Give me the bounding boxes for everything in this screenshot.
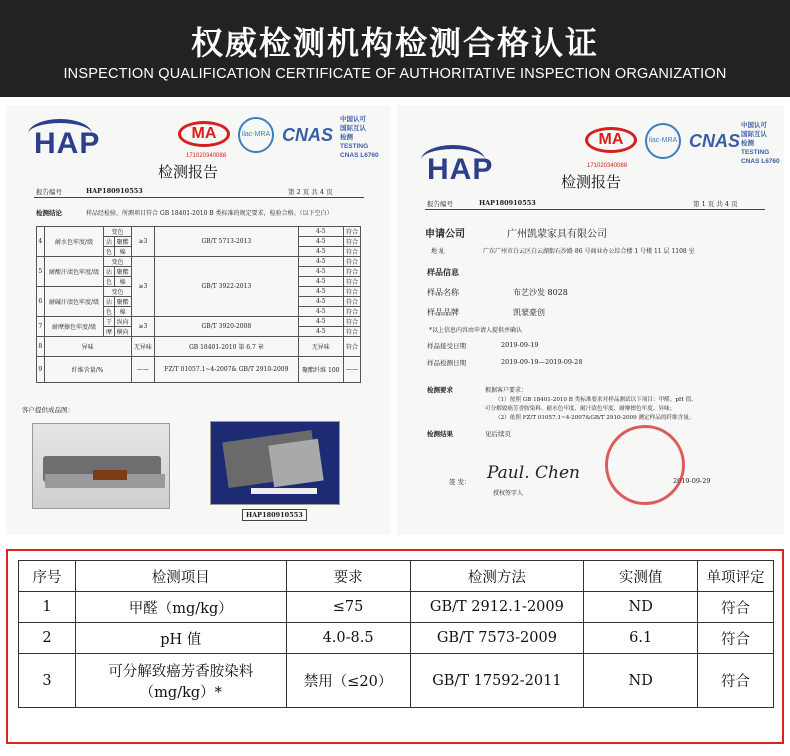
sample-name: 布艺沙发 8028 (513, 288, 568, 297)
photo-label: 客户提供成品图： (22, 406, 74, 414)
report-number: HAP180910553 (479, 199, 536, 207)
signature: Paul. Chen (487, 463, 580, 483)
ilac-mra-logo: ilac-MRA (238, 117, 274, 153)
banner-title-cn: 权威检测机构检测合格认证 (190, 24, 599, 62)
cma-logo: MA (585, 127, 637, 153)
report-title: 检测报告 (561, 173, 622, 191)
accreditation-text: 中国认可 国际互认 检测 TESTING CNAS L6760 (741, 122, 780, 165)
ilac-mra-logo: ilac-MRA (645, 123, 681, 159)
issue-date: 2019-09-29 (673, 477, 711, 485)
hap-logo: HAP (427, 153, 493, 187)
page-indicator: 第 1 页 共 4 页 (693, 200, 738, 208)
fabric-sample-photo (210, 421, 340, 505)
applicant-name: 广州凯蒙家具有限公司 (507, 229, 607, 240)
test-result: 见后续页 (485, 430, 511, 438)
results-table-small: 4 耐水色牢度/级 变色 ≥3 GB/T 5713-2013 4-5 符合 沾 聚酯 4-5 符合 色 棉 4-5 符合 5 耐酸汗渍色牢度/级 变色 ≥3 GB/T 3922-2013 4-5 符合 沾 聚酯 4-5 符合 色 棉 4-5 符合 6 耐碱汗渍色牢度/级 变色 4-5 符合 沾 聚酯 4-5 符合 色 棉 4-5 符合 7 耐摩擦色牢度/级 干 纵向 ≥3 GB/T 3920-2008 4-5 符合 摩 横向 4-5 符合 8 异味 无异味 GB 18401-2010 第 6.7 章 无异味 符合 9 纤维含量/% —— FZ/T 01057.1~4-2007& GB/T 2910-2009 聚酯纤维 100 —— (36, 226, 361, 383)
banner-title-en: INSPECTION QUALIFICATION CERTIFICATE OF AUTHORITATIVE INSPECTION ORGANIZATION (63, 66, 727, 82)
applicant-address: 广东广州市白云区白云湖街石沙路 86 号商业办公综合楼 1 号楼 11 层 1108 室 (483, 248, 695, 255)
report-number: HAP180910553 (86, 187, 143, 195)
sample-brand: 凯蒙豪创 (513, 308, 545, 317)
summary-table-frame (6, 549, 784, 744)
cnas-logo: CNAS (282, 125, 334, 145)
page-indicator: 第 2 页 共 4 页 (288, 188, 333, 196)
receive-date: 2019-09-19 (501, 341, 539, 349)
report-serial: 171020340088 (186, 153, 227, 159)
report-serial: 171020340088 (587, 163, 628, 169)
report-page-1: HAP MA ilac-MRA CNAS 中国认可 国际互认 检测 TESTING CNAS L6760 171020340088 检测报告 报告编号 HAP180910553 第 1 页 共 4 页 申请公司 广州凯蒙家具有限公司 地 址 广东广州市白云区白云湖街石沙路 86 号商业办公综合楼 1 号楼 11 层 1108 室 样品信息 样品名称 布艺沙发 8028 样品品牌 凯蒙豪创 *以上信息内容由申请人提供并确认 样品接受日期 2019-09-19 样品检测日期 2019-09-19—2019-09-28 检测要求 根据客户要求： （1）按照 GB 18401-2010 B 类标准要求对样品测试以下项目：甲醛、pH 值、 可分解致癌芳香胺染料、耐水色牢度、耐汗渍色牢度、耐摩擦色牢度、异味； （2）依照 FZ/T 01057.1~4-2007&GB/T 2910-2009 测定样品的纤维含量。 检测结果 见后续页 Paul. Chen 签 发： 授权签字人 2019-09-29 (397, 105, 784, 535)
cnas-logo: CNAS (689, 131, 741, 151)
table-row: 2 pH 值 4.0-8.5 GB/T 7573-2009 6.1 符合 (19, 623, 774, 654)
table-row: 3 可分解致癌芳香胺染料（mg/kg）* 禁用（≤20） GB/T 17592-2011 ND 符合 (19, 654, 774, 708)
hap-logo: HAP (34, 127, 100, 161)
inspection-stamp (605, 425, 685, 505)
cma-logo: MA (178, 121, 230, 147)
summary-table (18, 560, 774, 708)
test-date: 2019-09-19—2019-09-28 (501, 358, 583, 366)
report-title: 检测报告 (158, 163, 219, 181)
sofa-photo (32, 423, 170, 509)
banner (0, 0, 790, 97)
conclusion-text: 样品经检验，所测项目符合 GB 18401-2010 B 类标准的规定要求，检验合格。（以下空白） (86, 210, 333, 217)
table-row: 1 甲醛（mg/kg） ≤75 GB/T 2912.1-2009 ND 符合 (19, 592, 774, 623)
table-header-row: 序号 检测项目 要求 检测方法 实测值 单项评定 (19, 561, 774, 592)
photo-tag: HAP180910553 (242, 509, 307, 521)
report-page-2: HAP MA ilac-MRA CNAS 中国认可 国际互认 检测 TESTING CNAS L6760 171020340088 检测报告 报告编号 HAP180910553 第 2 页 共 4 页 检测结论 样品经检验，所测项目符合 GB 18401-2010 B 类标准的规定要求，检验合格。（以下空白） 4 耐水色牢度/级 变色 ≥3 GB/T 5713-2013 4-5 符合 沾 聚酯 4-5 符合 色 棉 4-5 符合 5 耐酸汗渍色牢度/级 变色 ≥3 GB/T 3922-2013 4-5 符合 沾 聚酯 4-5 符合 色 棉 4-5 符合 6 耐碱汗渍色牢度/级 变色 4-5 符合 沾 聚酯 4-5 符合 色 棉 4-5 符合 7 耐摩擦色牢度/级 干 纵向 ≥3 GB/T 3920-2008 4-5 符合 摩 横向 4-5 符合 8 异味 无异味 GB 18401-2010 第 6.7 章 无异味 符合 9 纤维含量/% —— FZ/T 01057.1~4-2007& GB/T 2910-2009 聚酯纤维 100 —— 客户提供成品图： HAP180910553 (6, 105, 390, 535)
accreditation-text: 中国认可 国际互认 检测 TESTING CNAS L6760 (340, 116, 379, 159)
